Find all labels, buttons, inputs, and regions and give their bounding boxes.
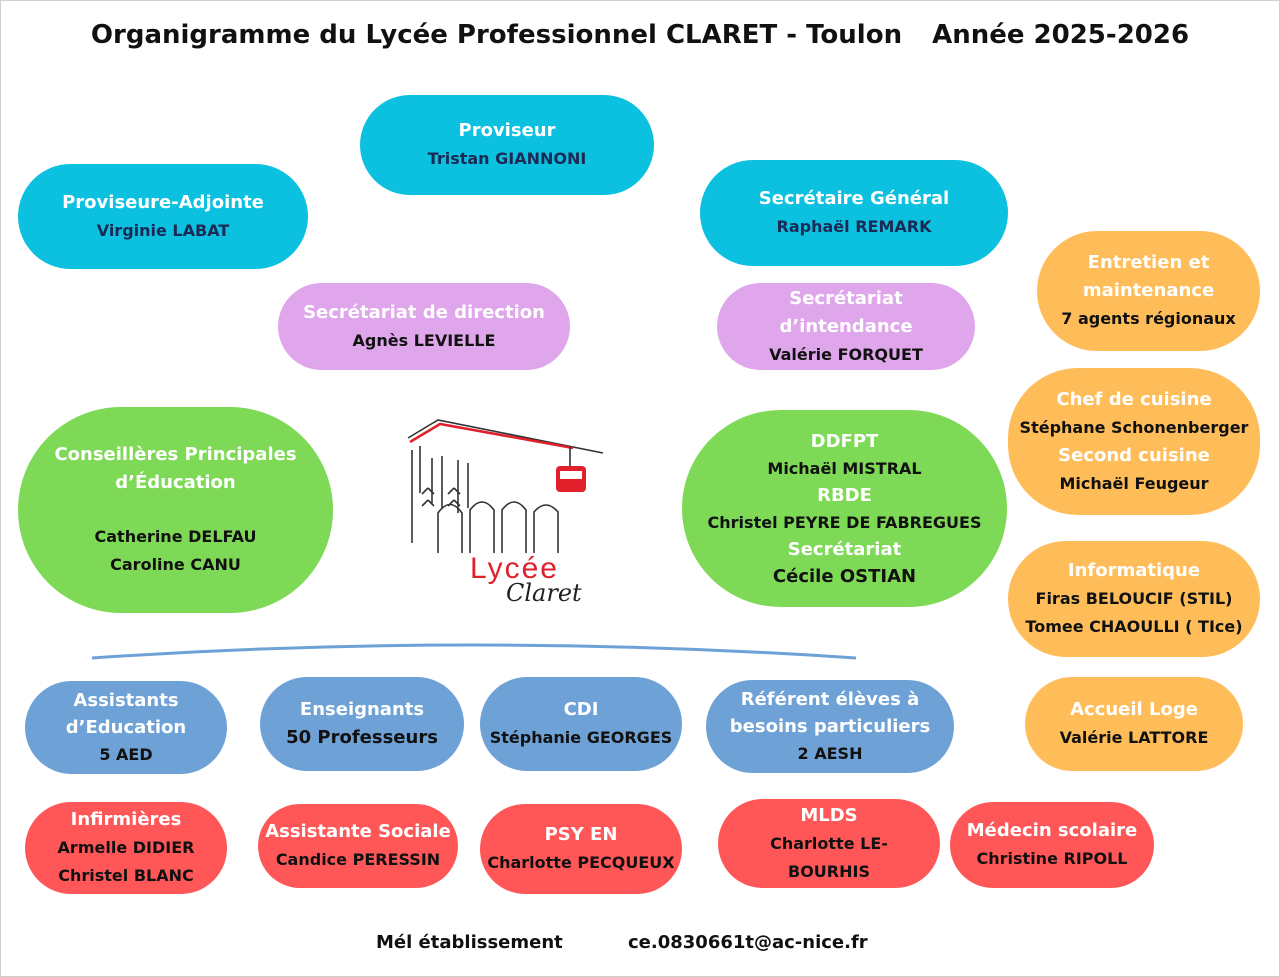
separator-arc	[80, 640, 870, 670]
cpe-name-1: Catherine DELFAU	[94, 527, 257, 546]
box-cuisine	[1008, 368, 1260, 515]
informatique-title: Informatique	[1067, 560, 1201, 581]
box-secretaire-general	[700, 160, 1008, 266]
secretaire-general-name: Raphaël REMARK	[776, 217, 932, 236]
lycee-claret-logo	[398, 408, 613, 608]
page-title	[0, 20, 1280, 50]
title-text: Organigramme du Lycée Professionnel CLARET - Toulon	[90, 20, 903, 50]
cpe-title-1: Conseillères Principales	[54, 444, 297, 465]
enseignants-name: 50 Professeurs	[286, 727, 438, 748]
box-enseignants	[260, 677, 464, 771]
footer-label: Mél établissement	[376, 932, 563, 953]
entretien-title-1: Entretien et	[1087, 252, 1210, 273]
mlds-name-1: Charlotte LE-	[770, 833, 888, 853]
box-ddfpt	[682, 410, 1007, 607]
proviseur-title: Proviseur	[458, 120, 556, 141]
aed-name: 5 AED	[99, 745, 153, 764]
aed-title-1: Assistants	[73, 690, 179, 711]
box-proviseure-adjointe	[18, 164, 308, 269]
infirmieres-title: Infirmières	[70, 809, 182, 830]
assistante-sociale-title: Assistante Sociale	[265, 821, 451, 842]
secretariat-direction-name: Agnès LEVIELLE	[352, 330, 496, 350]
infirmieres-name-1: Armelle DIDIER	[57, 838, 195, 857]
logo-word-lycee: Lycée	[470, 552, 559, 585]
box-accueil-loge	[1025, 677, 1243, 771]
secretariat-ddfpt-name: Cécile OSTIAN	[772, 565, 917, 587]
mlds-title: MLDS	[800, 804, 858, 826]
secretariat-direction-title: Secrétariat de direction	[303, 301, 545, 323]
informatique-name-1: Firas BELOUCIF (STIL)	[1035, 589, 1233, 608]
proviseur-name: Tristan GIANNONI	[427, 149, 587, 168]
informatique-name-2: Tomee CHAOULLI ( TIce)	[1025, 617, 1243, 636]
ddfpt-name: Michaël MISTRAL	[767, 458, 922, 478]
mlds-name-2: BOURHIS	[788, 861, 870, 881]
box-secretariat-direction	[278, 283, 570, 370]
referent-title-1: Référent élèves à	[740, 689, 920, 710]
cpe-name-2: Caroline CANU	[110, 555, 241, 574]
cuisine-name: Stéphane Schonenberger	[1019, 417, 1249, 437]
box-referent	[706, 680, 954, 773]
enseignants-title: Enseignants	[299, 699, 425, 720]
entretien-name: 7 agents régionaux	[1061, 309, 1236, 328]
rbde-name: Christel PEYRE DE FABREGUES	[707, 512, 982, 532]
accueil-name: Valérie LATTORE	[1059, 728, 1209, 747]
ddfpt-title: DDFPT	[810, 430, 879, 452]
cdi-name: Stéphanie GEORGES	[489, 728, 673, 747]
box-aed	[25, 681, 227, 774]
box-infirmieres	[25, 802, 227, 894]
title-year: Année 2025-2026	[932, 20, 1190, 50]
adjointe-title: Proviseure-Adjointe	[62, 191, 264, 213]
infirmieres-name-2: Christel BLANC	[58, 866, 194, 885]
logo-word-claret: Claret	[506, 579, 582, 607]
accueil-title: Accueil Loge	[1070, 699, 1198, 720]
cable-car-icon	[556, 446, 586, 492]
box-informatique	[1008, 541, 1260, 657]
box-psy-en	[480, 804, 682, 894]
second-cuisine-name: Michaël Feugeur	[1059, 473, 1209, 493]
second-cuisine-title: Second cuisine	[1058, 444, 1210, 466]
box-cdi	[480, 677, 682, 771]
box-proviseur	[360, 95, 654, 195]
footer-email[interactable]: ce.0830661t@ac-nice.fr	[628, 932, 868, 953]
entretien-title-2: maintenance	[1082, 280, 1215, 301]
adjointe-name: Virginie LABAT	[96, 220, 230, 240]
secretariat-intendance-title: Secrétariat d’intendance	[779, 287, 913, 337]
secretariat-intendance-name: Valérie FORQUET	[769, 344, 923, 364]
psy-title: PSY EN	[544, 824, 618, 845]
box-assistante-sociale	[258, 804, 458, 888]
referent-title-2: besoins particuliers	[729, 716, 931, 737]
secretariat-ddfpt-title: Secrétariat	[787, 538, 902, 560]
aed-title-2: d’Education	[65, 717, 187, 738]
cpe-title-2: d’Éducation	[115, 472, 236, 493]
box-medecin-scolaire	[950, 802, 1154, 888]
cdi-title: CDI	[563, 699, 599, 720]
assistante-sociale-name: Candice PERESSIN	[275, 850, 441, 869]
cuisine-title: Chef de cuisine	[1056, 388, 1212, 410]
box-cpe	[18, 407, 333, 613]
box-secretariat-intendance	[717, 283, 975, 370]
box-mlds	[718, 799, 940, 888]
box-entretien	[1037, 231, 1260, 351]
secretaire-general-title: Secrétaire Général	[758, 188, 950, 209]
rbde-title: RBDE	[817, 484, 872, 506]
medecin-name: Christine RIPOLL	[976, 849, 1128, 868]
medecin-title: Médecin scolaire	[966, 820, 1138, 841]
referent-name: 2 AESH	[797, 744, 863, 763]
psy-name: Charlotte PECQUEUX	[487, 853, 675, 872]
